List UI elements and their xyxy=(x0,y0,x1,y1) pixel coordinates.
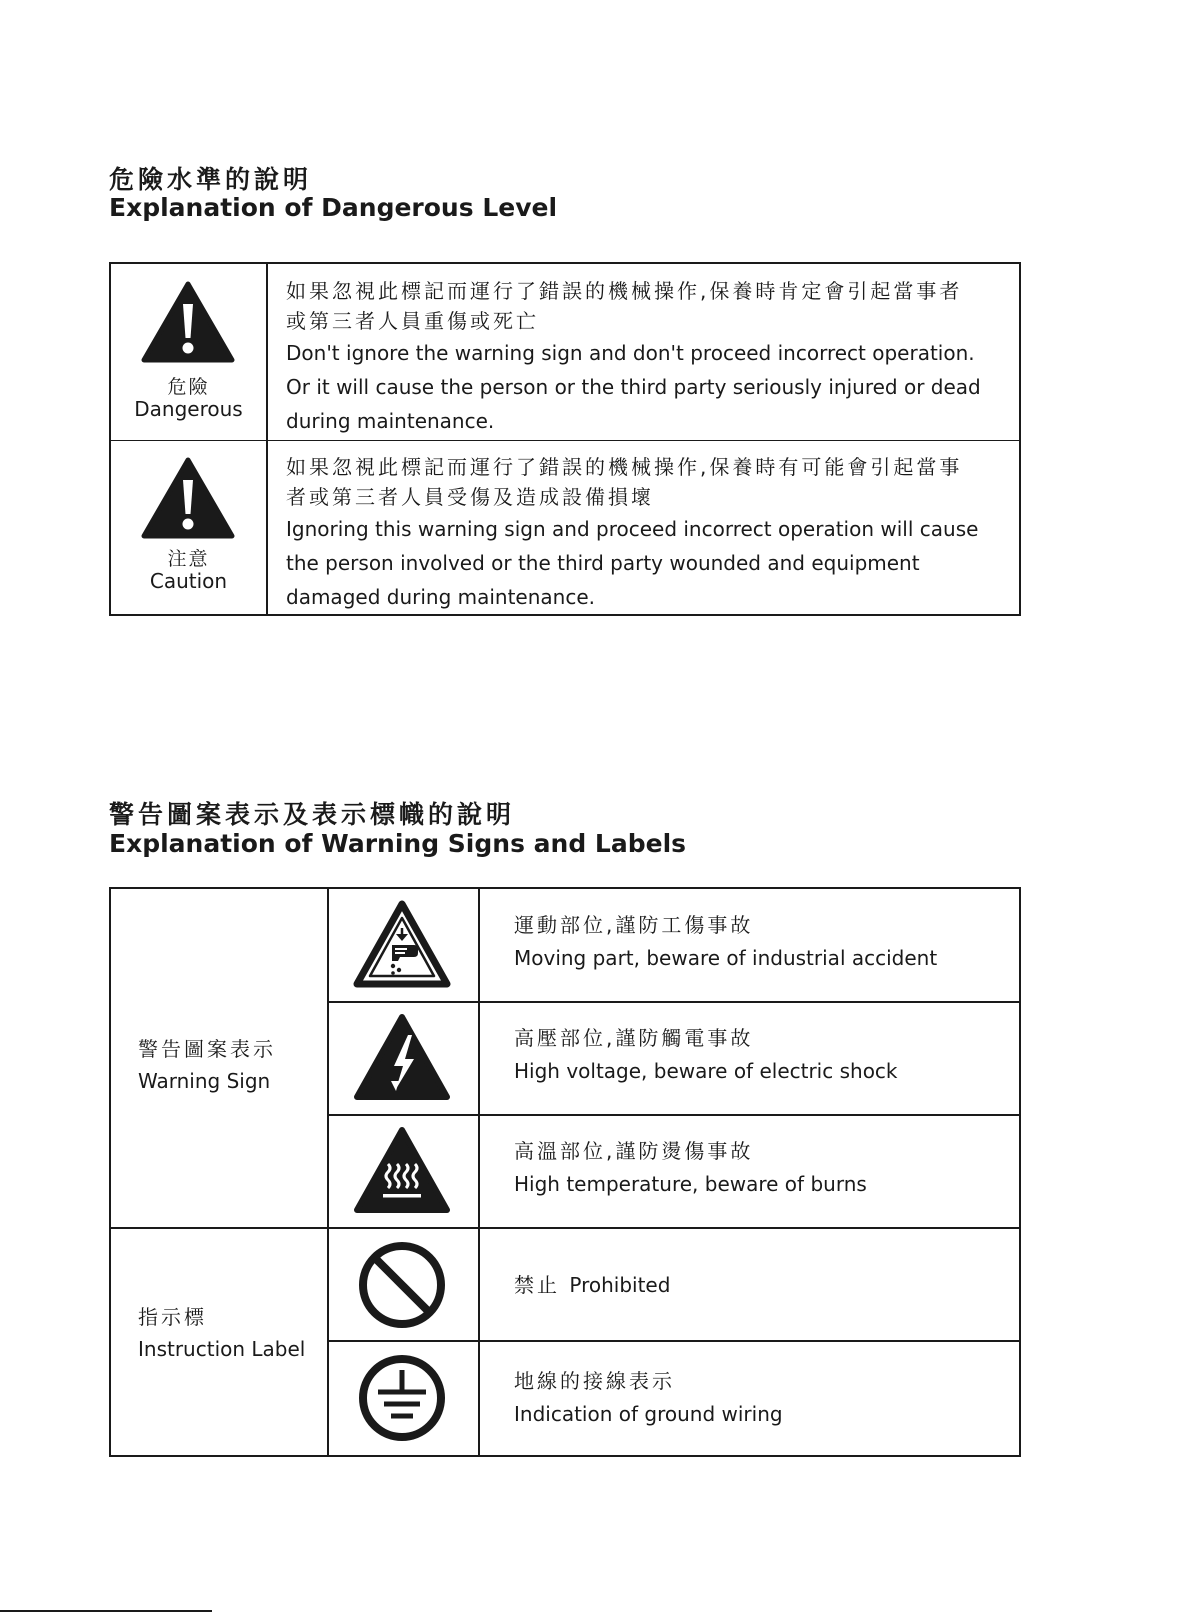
ground-wiring-text-en: Indication of ground wiring xyxy=(514,1402,783,1426)
section1-title-en: Explanation of Dangerous Level xyxy=(109,193,558,222)
high-voltage-text-en: High voltage, beware of electric shock xyxy=(514,1059,898,1083)
warning-exclamation-icon xyxy=(141,280,235,364)
dangerous-text-zh-2: 或第三者人員重傷或死亡 xyxy=(286,309,539,333)
ground-wiring-icon xyxy=(352,1352,452,1444)
moving-part-text-zh: 運動部位,謹防工傷事故 xyxy=(514,913,754,937)
danger-row-dangerous xyxy=(111,264,1019,441)
prohibited-icon xyxy=(352,1239,452,1331)
section2-title-en: Explanation of Warning Signs and Labels xyxy=(109,829,687,858)
prohibited-text-zh: 禁止 xyxy=(514,1273,560,1297)
prohibited-text-en: Prohibited xyxy=(569,1273,671,1297)
hot-surface-icon xyxy=(352,1124,452,1216)
footer-rule xyxy=(0,1610,212,1612)
moving-part-hand-icon xyxy=(352,898,452,990)
dangerous-text-en-2: Or it will cause the person or the third party seriously injured or dead xyxy=(286,375,981,399)
high-voltage-icon xyxy=(352,1011,452,1103)
category-warning-sign-en: Warning Sign xyxy=(138,1069,271,1093)
prohibited-text xyxy=(514,1269,670,1301)
dangerous-text-en-1: Don't ignore the warning sign and don't proceed incorrect operation. xyxy=(286,341,975,365)
category-instruction-label-en: Instruction Label xyxy=(138,1337,306,1361)
danger-level-table xyxy=(109,262,1021,616)
category-instruction-label-zh: 指示標 xyxy=(138,1305,207,1329)
section2-title-zh: 警告圖案表示及表示標幟的說明 xyxy=(109,800,516,829)
danger-row-caution xyxy=(111,440,1019,616)
dangerous-label-en: Dangerous xyxy=(134,397,243,421)
ground-wiring-text-zh: 地線的接線表示 xyxy=(514,1369,675,1393)
warning-signs-table xyxy=(109,887,1021,1457)
category-instruction-label xyxy=(138,1302,305,1366)
hot-surface-text-zh: 高溫部位,謹防燙傷事故 xyxy=(514,1139,754,1163)
high-voltage-text-zh: 高壓部位,謹防觸電事故 xyxy=(514,1026,754,1050)
dangerous-label-zh: 危險 xyxy=(167,376,210,398)
caution-text-en-1: Ignoring this warning sign and proceed incorrect operation will cause xyxy=(286,517,979,541)
caution-label-en: Caution xyxy=(149,569,228,593)
category-warning-sign-zh: 警告圖案表示 xyxy=(138,1037,276,1061)
warning-exclamation-icon xyxy=(141,456,235,540)
caution-text-zh-1: 如果忽視此標記而運行了錯誤的機械操作,保養時有可能會引起當事 xyxy=(286,455,963,479)
caution-text-zh-2: 者或第三者人員受傷及造成設備損壞 xyxy=(286,485,654,509)
caution-label-zh: 注意 xyxy=(167,548,210,570)
caution-text-en-3: damaged during maintenance. xyxy=(286,585,596,609)
dangerous-text-zh-1: 如果忽視此標記而運行了錯誤的機械操作,保養時肯定會引起當事者 xyxy=(286,279,963,303)
section1-title-zh: 危險水準的說明 xyxy=(109,165,313,194)
caution-text-en-2: the person involved or the third party wounded and equipment xyxy=(286,551,920,575)
dangerous-text-en-3: during maintenance. xyxy=(286,409,495,433)
moving-part-text-en: Moving part, beware of industrial accident xyxy=(514,946,938,970)
category-warning-sign xyxy=(138,1034,276,1098)
hot-surface-text-en: High temperature, beware of burns xyxy=(514,1172,867,1196)
